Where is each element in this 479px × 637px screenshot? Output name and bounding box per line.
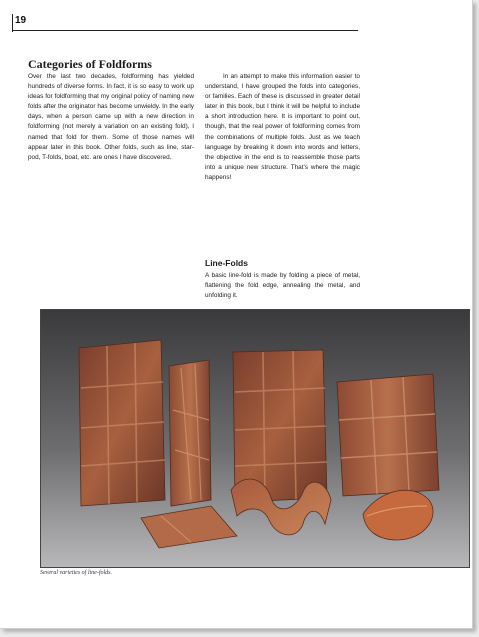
header-rule bbox=[12, 30, 358, 31]
panel-left bbox=[79, 340, 165, 506]
subsection-heading: Line-Folds bbox=[205, 258, 248, 268]
body-text-left-column: Over the last two decades, foldforming has yielded hundreds of diverse forms. In fact, it is so easy to work up ideas for foldforming that my original policy of naming new folds after the originator has become unwieldy. In the early days, when a person came up with a new direction in foldforming (not merely a variation on an existing fold), I named that fold for them. Some of those names will appear later in this book. Other folds, such as line, star-pod, T-folds, boat, etc. are ones I have discovered. bbox=[28, 73, 194, 161]
panel-narrow bbox=[169, 360, 211, 506]
line-folds-photo bbox=[40, 309, 470, 568]
page-number: 19 bbox=[15, 15, 27, 26]
section-heading: Categories of Foldforms bbox=[28, 57, 152, 71]
photo-illustration bbox=[41, 310, 469, 567]
body-text-right-column: In an attempt to make this information easier to understand, I have grouped the folds into categories, or families. Each of these is discussed in greater detail later in this book, but I think it will be helpful to include a short introduction here. It is important to point out, though, that the real power of foldforming comes from the combinations of multiple folds. Just as we teach language by breaking it down into words and letters, the objective in the end is to reassemble those parts into a unique new structure. That’s where the magic happens! bbox=[205, 73, 360, 181]
figure-caption: Several varieties of line-folds. bbox=[40, 570, 112, 576]
panel-right bbox=[337, 374, 439, 496]
subsection-body-text: A basic line-fold is made by folding a piece of metal, flattening the fold edge, annealing the metal, and unfolding it. bbox=[205, 272, 360, 300]
